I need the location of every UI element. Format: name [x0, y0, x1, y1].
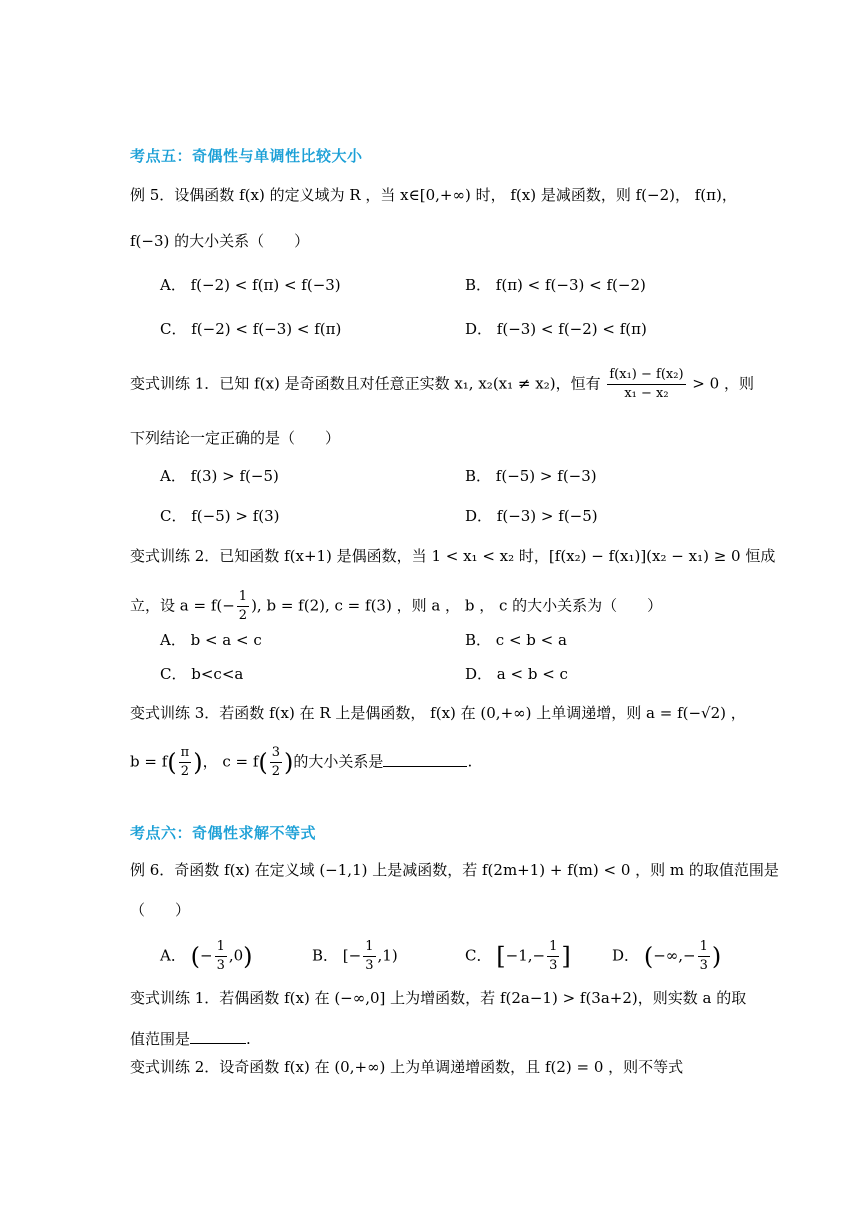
- variant2-frac-numerator: 1: [237, 588, 249, 607]
- variant1-option-d: D． f(−3) > f(−5): [465, 507, 598, 525]
- section6-variant1-line1: 变式训练 1．若偶函数 f(x) 在 (−∞,0] 上为增函数，若 f(2a−1) > f(3a+2)，则实数 a 的取: [130, 989, 747, 1007]
- variant3-line2: [130, 744, 472, 781]
- example6-c-rbracket: ]: [561, 942, 571, 971]
- variant1-line1: [130, 366, 754, 403]
- example6-option-d: D． (−∞,− $\frac{1}{3}$ ): [612, 939, 722, 973]
- example6-d-rparen: ): [711, 942, 722, 971]
- example5-line2: f(−3) 的大小关系（ ）: [130, 232, 310, 250]
- variant1-frac-numerator: f(x₁) − f(x₂): [607, 366, 685, 385]
- example6-option-b-label: B．: [312, 946, 339, 965]
- example5-line1: 例 5．设偶函数 f(x) 的定义域为 R ，当 x∈[0,+∞) 时， f(x) 是减函数，则 f(−2)， f(π)，: [130, 186, 737, 204]
- example6-c-denominator: 3: [549, 958, 558, 973]
- example6-option-c-label: C．: [465, 946, 492, 965]
- variant3-c-pre: ， c = f: [202, 752, 259, 771]
- variant2-line2: [130, 588, 662, 625]
- variant3-tail: 的大小关系是: [293, 752, 384, 771]
- variant1-frac-denominator: x₁ − x₂: [624, 386, 669, 401]
- variant1-line1-post: > 0 ，则: [692, 374, 754, 393]
- section6-variant1-line2-text: 值范围是: [130, 1030, 191, 1048]
- variant2-line1: 变式训练 2．已知函数 f(x+1) 是偶函数，当 1 < x₁ < x₂ 时，[f(x₂) − f(x₁)](x₂ − x₁) ≥ 0 恒成: [130, 547, 776, 565]
- example6-d-lparen: (: [643, 942, 654, 971]
- variant1-option-b: B． f(−5) > f(−3): [465, 467, 597, 485]
- example5-option-d: D． f(−3) < f(−2) < f(π): [465, 320, 647, 338]
- example6-a-rparen: ): [243, 942, 253, 971]
- example6-d-denominator: 3: [699, 958, 708, 973]
- variant3-c-lparen: (: [258, 748, 268, 777]
- variant3-answer-blank[interactable]: [383, 752, 467, 767]
- example6-c-lbracket: [: [496, 942, 506, 971]
- variant2-fraction: [237, 588, 249, 625]
- example6-line2: （ ）: [130, 901, 191, 919]
- example6-option-d-label: D．: [612, 946, 640, 965]
- variant3-b-lparen: (: [167, 748, 177, 777]
- example6-d-fraction: [698, 938, 710, 975]
- variant3-c-denominator: 2: [271, 764, 281, 779]
- section6-variant1-line2: [130, 1029, 251, 1049]
- section5-heading: 考点五：奇偶性与单调性比较大小: [130, 147, 363, 165]
- variant3-line1: 变式训练 3．若函数 f(x) 在 R 上是偶函数， f(x) 在 (0,+∞) 上单调递增，则 a = f(−√2) ，: [130, 704, 746, 722]
- variant1-line1-pre: 变式训练 1．已知 f(x) 是奇函数且对任意正实数 x₁, x₂(x₁ ≠ x₂)，恒有: [130, 374, 601, 393]
- variant1-line2: 下列结论一定正确的是（ ）: [130, 429, 341, 447]
- variant2-line2-post: ), b = f(2), c = f(3) ，则 a ， b ， c 的大小关系为（ ）: [251, 596, 663, 615]
- variant2-option-d: D． a < b < c: [465, 665, 568, 683]
- variant2-frac-denominator: 2: [238, 608, 248, 623]
- variant2-option-a: A． b < a < c: [160, 631, 262, 649]
- example6-option-a-label: A．: [160, 946, 186, 965]
- section6-variant2-line1: 变式训练 2．设奇函数 f(x) 在 (0,+∞) 上为单调递增函数，且 f(2) = 0 ，则不等式: [130, 1058, 684, 1076]
- example5-option-a: A． f(−2) < f(π) < f(−3): [160, 276, 341, 294]
- variant1-fraction: [607, 366, 685, 403]
- variant3-b-fraction: [179, 744, 192, 781]
- example6-d-numerator: 1: [698, 938, 710, 957]
- example6-c-fraction: [547, 938, 559, 975]
- example5-option-c: C． f(−2) < f(−3) < f(π): [160, 320, 342, 338]
- variant3-c-rparen: ): [284, 748, 294, 777]
- variant3-c-fraction: [270, 744, 282, 781]
- example6-option-a: A． (− $\frac{1}{3}$ ,0): [160, 939, 253, 973]
- section6-variant1-end: .: [246, 1030, 251, 1048]
- variant3-b-rparen: ): [193, 748, 203, 777]
- example6-a-numerator: 1: [215, 938, 227, 957]
- variant3-b-denominator: 2: [180, 764, 190, 779]
- variant3-end: .: [467, 752, 473, 771]
- variant3-b-pre: b = f: [130, 752, 168, 771]
- example6-b-denominator: 3: [365, 958, 374, 973]
- example5-option-b: B． f(π) < f(−3) < f(−2): [465, 276, 646, 294]
- variant2-option-b: B． c < b < a: [465, 631, 567, 649]
- example6-a-denominator: 3: [216, 958, 225, 973]
- variant1-option-c: C． f(−5) > f(3): [160, 507, 280, 525]
- variant3-b-numerator: π: [179, 744, 192, 763]
- example6-b-fraction: [363, 938, 375, 975]
- example6-line1: 例 6．奇函数 f(x) 在定义域 (−1,1) 上是减函数，若 f(2m+1) + f(m) < 0 ，则 m 的取值范围是: [130, 861, 779, 879]
- example6-a-fraction: [215, 938, 227, 975]
- example6-option-c: C． [−1,− $\frac{1}{3}$ ]: [465, 939, 571, 973]
- example6-a-lparen: (: [190, 942, 200, 971]
- variant2-line2-pre: 立，设 a = f(−: [130, 596, 235, 615]
- section6-variant1-answer-blank[interactable]: [190, 1029, 246, 1044]
- section6-heading: 考点六：奇偶性求解不等式: [130, 824, 317, 842]
- example6-option-b: B． [− $\frac{1}{3}$ ,1): [312, 939, 398, 973]
- variant1-option-a: A． f(3) > f(−5): [160, 467, 279, 485]
- variant3-c-numerator: 3: [270, 744, 282, 763]
- example6-b-numerator: 1: [363, 938, 375, 957]
- variant2-option-c: C． b<c<a: [160, 665, 244, 683]
- example6-c-numerator: 1: [547, 938, 559, 957]
